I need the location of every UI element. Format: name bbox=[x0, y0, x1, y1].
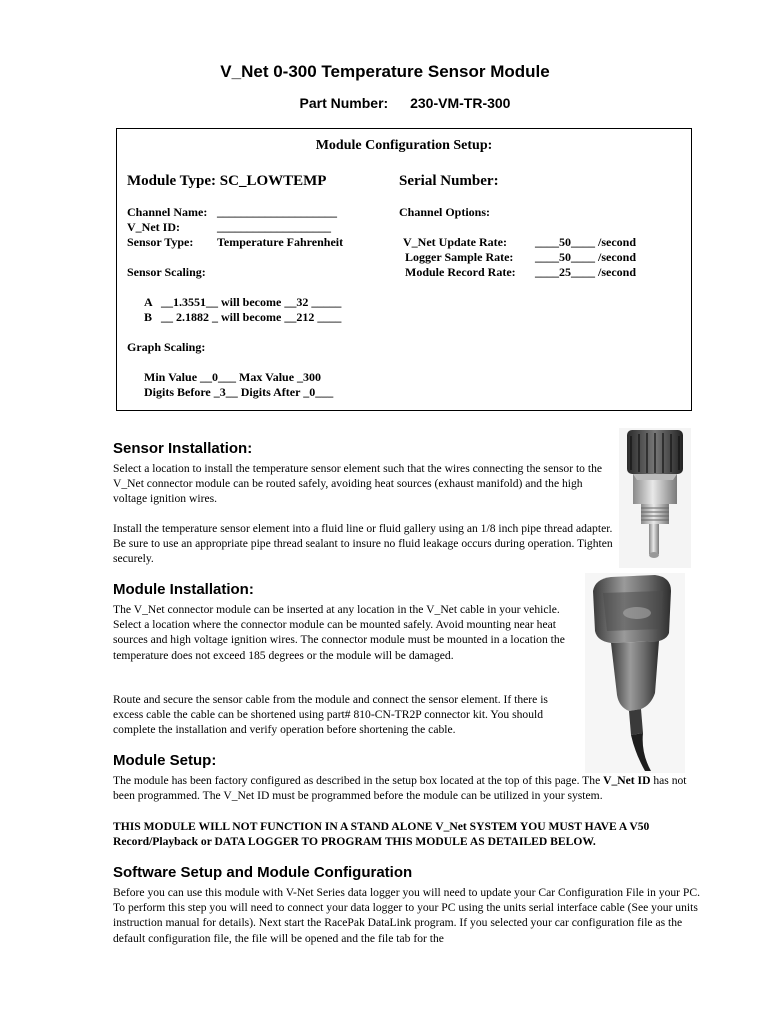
vnet-id-label: V_Net ID: bbox=[127, 220, 180, 234]
part-number-value: 230-VM-TR-300 bbox=[410, 95, 511, 111]
channel-name-value: ____________________ bbox=[217, 205, 337, 219]
sensor-installation-p1: Select a location to install the temperature sensor element such that the wires connecting the sensor to the V_Net connector module can be routed safely, avoiding heat sources (exhaust manifold) and the high voltage ignition wires. bbox=[113, 462, 603, 506]
module-installation-p2: Route and secure the sensor cable from the module and connect the sensor element. If there is excess cable the cable can be shortened using part# 810-CN-TR2P connector kit. You should complete the installation and verify operation before shortening the cable. bbox=[113, 693, 548, 737]
update-rate-value: ____50____ /second bbox=[535, 235, 637, 249]
sensor-type-value: Temperature Fahrenheit bbox=[217, 235, 344, 249]
scaling-b: B __ 2.1882 _ will become __212 ____ bbox=[144, 310, 342, 324]
part-number-line bbox=[0, 95, 770, 111]
software-setup-p1: Before you can use this module with V-Net Series data logger you will need to update your Car Configuration File in your PC. To perform this step you will need to connect your data logger to your PC using the units serial interface cable (See your units instruction manual for details). Next start the RacePak DataLink program. If you selected your car configuration file as the default configuration file, the file will be opened and the file tab for the bbox=[113, 886, 700, 945]
sensor-installation-heading: Sensor Installation: bbox=[113, 440, 253, 457]
graph-scaling-line2: Digits Before _3__ Digits After _0___ bbox=[144, 385, 334, 399]
update-rate-label: V_Net Update Rate: bbox=[403, 235, 507, 249]
record-rate-label: Module Record Rate: bbox=[405, 265, 516, 279]
software-setup-heading: Software Setup and Module Configuration bbox=[113, 864, 413, 881]
config-heading: Module Configuration Setup: bbox=[315, 138, 493, 153]
module-installation-p1: The V_Net connector module can be inserted at any location in the V_Net cable in your vehicle. Select a location where the connector module can be mounted safely. Avoid mounting near heat sources and high voltage ignition wires. The connector module must be mounted in a location the temperature does not exceed 185 degrees or the module will be damaged. bbox=[113, 603, 565, 662]
sensor-scaling-label: Sensor Scaling: bbox=[127, 265, 206, 279]
graph-scaling-line1: Min Value __0___ Max Value _300 bbox=[144, 370, 322, 384]
part-number-label: Part Number: bbox=[299, 95, 389, 111]
record-rate-value: ____25____ /second bbox=[535, 265, 637, 279]
logger-rate-label: Logger Sample Rate: bbox=[405, 250, 514, 264]
sensor-type-label: Sensor Type: bbox=[127, 235, 194, 249]
module-setup-p1: The module has been factory configured as described in the setup box located at the top of this page. The V_Net ID has not been programmed. The V_Net ID must be programmed before the module can be utilized in your system. bbox=[113, 774, 687, 803]
logger-rate-value: ____50____ /second bbox=[535, 250, 637, 264]
graph-scaling-label: Graph Scaling: bbox=[127, 340, 206, 354]
document-title: V_Net 0-300 Temperature Sensor Module bbox=[220, 62, 550, 81]
scaling-a: A __1.3551__ will become __32 _____ bbox=[144, 295, 342, 309]
module-setup-heading: Module Setup: bbox=[113, 752, 217, 769]
serial-number-label: Serial Number: bbox=[399, 173, 499, 189]
module-setup-warning: THIS MODULE WILL NOT FUNCTION IN A STAND ALONE V_Net SYSTEM YOU MUST HAVE A V50 Record/Playback or DATA LOGGER TO PROGRAM THIS MODULE AS DETAILED BELOW. bbox=[113, 820, 650, 849]
connector-module-photo bbox=[585, 573, 685, 773]
temperature-sensor-photo bbox=[619, 428, 691, 568]
channel-name-label: Channel Name: bbox=[127, 205, 208, 219]
module-type: Module Type: SC_LOWTEMP bbox=[127, 173, 327, 189]
sensor-installation-p2: Install the temperature sensor element into a fluid line or fluid gallery using an 1/8 inch pipe thread adapter. Be sure to use an appropriate pipe thread sealant to insure no fluid leakage occurs during operation. Tighten securely. bbox=[113, 522, 613, 566]
vnet-id-value: ___________________ bbox=[217, 220, 331, 234]
module-configuration-box bbox=[116, 128, 692, 411]
module-installation-heading: Module Installation: bbox=[113, 581, 254, 598]
channel-options-label: Channel Options: bbox=[399, 205, 491, 219]
